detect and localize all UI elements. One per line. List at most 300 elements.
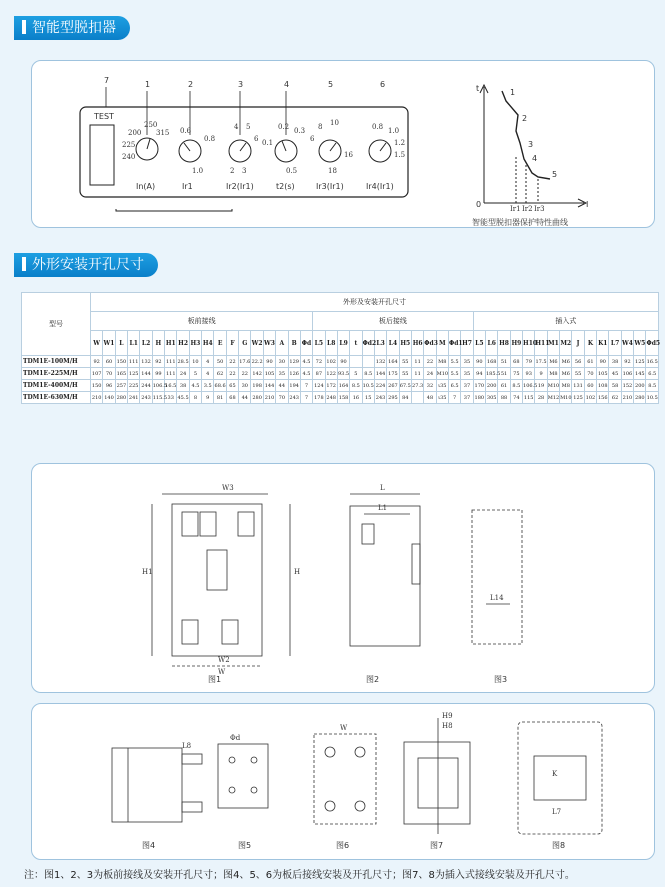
dial3-caption: Ir2(Ir1) xyxy=(226,182,254,191)
table-row xyxy=(22,368,659,380)
table-cell: 11 xyxy=(411,356,423,368)
column-header: H1 xyxy=(165,331,177,356)
table-cell: 132 xyxy=(374,356,386,368)
dial3-scale-a: 4 xyxy=(234,123,239,131)
fig8-caption: 图8 xyxy=(552,841,566,850)
table-cell: 28 xyxy=(535,392,547,404)
table-cell: 6.5 xyxy=(646,368,659,380)
dial2-scale-a: 0.6 xyxy=(180,127,192,135)
column-header: W1 xyxy=(103,331,115,356)
table-cell xyxy=(411,392,423,404)
column-header: K xyxy=(584,331,596,356)
table-cell: 295 xyxy=(387,392,399,404)
table-cell: 126 xyxy=(288,368,300,380)
curve-x-axis: I xyxy=(586,200,589,209)
section-title-trip-unit: 智能型脱扣器 xyxy=(14,16,130,40)
table-cell: 55 xyxy=(572,368,584,380)
fig2-dim-l1: L1 xyxy=(378,504,388,512)
table-cell: 106 xyxy=(621,368,633,380)
table-row xyxy=(22,380,659,392)
fig3-dim: L14 xyxy=(490,594,504,602)
table-cell: 168 xyxy=(486,356,498,368)
table-cell: M6 xyxy=(560,356,572,368)
dial1-scale-e: 225 xyxy=(122,141,136,149)
table-cell: 38 xyxy=(609,356,621,368)
table-cell: 27.3 xyxy=(411,380,423,392)
dial6-scale-a: 0.8 xyxy=(372,123,384,131)
column-header: M xyxy=(436,331,448,356)
table-cell: 129 xyxy=(288,356,300,368)
table-cell: 10.5 xyxy=(646,392,659,404)
table-cell: 243 xyxy=(288,392,300,404)
column-header: H8 xyxy=(498,331,510,356)
table-cell: 144 xyxy=(374,368,386,380)
fig2-dim-l: L xyxy=(380,484,385,492)
table-cell: 90 xyxy=(263,356,275,368)
table-cell: 107 xyxy=(91,368,103,380)
curve-tick-1: Ir1 xyxy=(510,205,521,213)
dial6-caption: Ir4(Ir1) xyxy=(366,182,394,191)
table-cell: 241 xyxy=(128,392,140,404)
table-cell: 150 xyxy=(91,380,103,392)
fig1-dim-w2: W2 xyxy=(218,656,230,664)
table-cell: 45 xyxy=(609,368,621,380)
table-cell: 58 xyxy=(609,380,621,392)
table-cell: 70 xyxy=(276,392,288,404)
curve-tick-2: Ir2 xyxy=(522,205,533,213)
column-header: H4 xyxy=(202,331,214,356)
table-cell: 37 xyxy=(461,380,473,392)
table-cell: 65 xyxy=(226,380,238,392)
figures-bottom-drawing xyxy=(32,704,654,859)
curve-point-4: 4 xyxy=(532,154,538,163)
table-cell: 28.5 xyxy=(177,356,189,368)
table-cell: 131 xyxy=(572,380,584,392)
table-cell: 8.5 xyxy=(646,380,659,392)
table-cell: 72 xyxy=(313,356,325,368)
column-header: Φd xyxy=(300,331,312,356)
table-cell: 50 xyxy=(214,356,226,368)
table-cell: 15 xyxy=(362,392,374,404)
fig5-dim: Φd xyxy=(230,734,241,742)
table-cell: 105 xyxy=(263,368,275,380)
table-cell: 92 xyxy=(621,356,633,368)
table-cell: 56 xyxy=(572,356,584,368)
callout-3: 3 xyxy=(238,80,244,89)
dial6-scale-c: 1.2 xyxy=(394,139,406,147)
dial1-scale-b: 315 xyxy=(156,129,170,137)
model-cell: TDM1E-100M/H xyxy=(22,356,91,368)
figures-top-panel xyxy=(31,463,655,693)
table-cell: 7 xyxy=(300,380,312,392)
table-cell: 75 xyxy=(510,368,522,380)
column-header: t xyxy=(350,331,362,356)
table-cell: 5.5 xyxy=(448,356,460,368)
table-cell: 122 xyxy=(325,368,337,380)
column-header: Φd5 xyxy=(646,331,659,356)
table-cell: 92 xyxy=(91,356,103,368)
table-cell: 99 xyxy=(152,368,164,380)
dial5-scale-a: 8 xyxy=(318,123,323,131)
table-cell: 5.5 xyxy=(448,368,460,380)
table-cell: 125 xyxy=(128,368,140,380)
table-cell: 185.5 xyxy=(486,368,498,380)
table-cell: 24 xyxy=(424,368,436,380)
table-cell: 156 xyxy=(597,392,609,404)
table-cell: 180 xyxy=(473,392,485,404)
table-cell: 152 xyxy=(621,380,633,392)
callout-5: 5 xyxy=(328,80,334,89)
table-cell: 22 xyxy=(226,356,238,368)
footnote: 注：图1、2、3为板前接线及安装开孔尺寸；图4、5、6为板后接线安装及开孔尺寸；图7、8为插入式接线安装及开孔尺寸。 xyxy=(24,870,575,881)
table-cell: 87 xyxy=(313,368,325,380)
fig1-caption: 图1 xyxy=(208,675,222,684)
dial5-scale-e: 18 xyxy=(328,167,337,175)
column-header: F xyxy=(226,331,238,356)
table-cell xyxy=(350,356,362,368)
fig1-dim-h: H xyxy=(294,568,301,576)
column-header: W xyxy=(91,331,103,356)
trip-unit-panel xyxy=(31,60,655,228)
table-cell: 45.5 xyxy=(177,392,189,404)
table-cell: 5 xyxy=(350,368,362,380)
table-cell: M10 xyxy=(560,392,572,404)
dial4-scale-a: 0.2 xyxy=(278,123,290,131)
table-cell: 35 xyxy=(461,356,473,368)
table-cell: 67.5 xyxy=(399,380,411,392)
table-cell: 224 xyxy=(374,380,386,392)
test-button xyxy=(90,125,114,185)
table-cell: 132 xyxy=(140,356,152,368)
table-cell: 33 xyxy=(165,392,177,404)
table-cell: 68.6 xyxy=(214,380,226,392)
table-cell: 51 xyxy=(498,368,510,380)
table-cell: 74 xyxy=(510,392,522,404)
column-header: Φd1 xyxy=(448,331,460,356)
table-cell: 280 xyxy=(634,392,646,404)
column-header: W2 xyxy=(251,331,263,356)
fig7-dim-h9: H9 xyxy=(442,712,453,720)
table-cell: 8.5 xyxy=(350,380,362,392)
table-cell: 3.5 xyxy=(202,380,214,392)
table-cell: 200 xyxy=(634,380,646,392)
model-cell: TDM1E-225M/H xyxy=(22,368,91,380)
table-cell: 35 xyxy=(276,368,288,380)
table-cell: 30 xyxy=(276,356,288,368)
table-cell: 55 xyxy=(399,356,411,368)
table-cell: 61 xyxy=(584,356,596,368)
dial6-scale-d: 1.5 xyxy=(394,151,406,159)
column-header: W3 xyxy=(263,331,275,356)
table-cell: 48 xyxy=(424,392,436,404)
table-cell: 5 xyxy=(189,368,201,380)
table-cell: 198 xyxy=(251,380,263,392)
table-cell: 115 xyxy=(523,392,535,404)
table-cell: 94 xyxy=(473,368,485,380)
table-cell: M6 xyxy=(560,368,572,380)
table-cell: 79 xyxy=(523,356,535,368)
table-cell: 280 xyxy=(251,392,263,404)
fig7-dim-h8: H8 xyxy=(442,722,453,730)
dial3-scale-c: 6 xyxy=(254,135,259,143)
column-header: L1 xyxy=(128,331,140,356)
curve-tick-3: Ir3 xyxy=(534,205,545,213)
curve-y-axis: t xyxy=(476,84,480,93)
table-cell: 158 xyxy=(337,392,349,404)
section-title-dimensions: 外形安装开孔尺寸 xyxy=(14,253,158,277)
table-cell: 257 xyxy=(115,380,127,392)
column-header: H7 xyxy=(461,331,473,356)
dial4-scale-c: 0.1 xyxy=(262,139,274,147)
table-cell: 248 xyxy=(325,392,337,404)
column-header: H xyxy=(152,331,164,356)
table-cell: 51 xyxy=(498,356,510,368)
column-header: K1 xyxy=(597,331,609,356)
curve-origin: 0 xyxy=(476,200,482,209)
table-cell: 164 xyxy=(337,380,349,392)
table-cell: 106.5 xyxy=(523,380,535,392)
column-header: A xyxy=(276,331,288,356)
table-cell: 17.6 xyxy=(239,356,251,368)
column-header: Φd2 xyxy=(362,331,374,356)
column-header: H2 xyxy=(177,331,189,356)
table-cell: 8 xyxy=(189,392,201,404)
table-cell xyxy=(362,356,374,368)
column-header: H6 xyxy=(411,331,423,356)
column-header: L4 xyxy=(387,331,399,356)
column-header: L9 xyxy=(337,331,349,356)
rear-wiring-header: 板后接线 xyxy=(313,312,473,331)
column-header: L8 xyxy=(325,331,337,356)
dial3-scale-b: 5 xyxy=(246,123,251,131)
table-cell: 35 xyxy=(461,368,473,380)
table-cell: M6 xyxy=(547,356,559,368)
table-cell: 16.5 xyxy=(165,380,177,392)
table-cell: 38 xyxy=(177,380,189,392)
table-cell: 93.5 xyxy=(337,368,349,380)
table-cell: 142 xyxy=(251,368,263,380)
column-header: L5 xyxy=(473,331,485,356)
column-header: L5 xyxy=(313,331,325,356)
table-cell: 244 xyxy=(140,380,152,392)
curve-caption: 智能型脱扣器保护特性曲线 xyxy=(472,218,568,227)
dial1-caption: In(A) xyxy=(136,182,156,191)
table-cell: 8.5 xyxy=(362,368,374,380)
table-cell: 124 xyxy=(313,380,325,392)
table-cell: ι35 xyxy=(436,392,448,404)
test-label: TEST xyxy=(94,112,114,121)
table-row xyxy=(22,392,659,404)
dial3-scale-e: 3 xyxy=(242,167,247,175)
column-header: L xyxy=(115,331,127,356)
plug-in-header: 插入式 xyxy=(473,312,658,331)
fig1-dim-w3: W3 xyxy=(222,484,234,492)
dial2-scale-c: 1.0 xyxy=(192,167,204,175)
table-cell: 144 xyxy=(140,368,152,380)
column-header: Φd3 xyxy=(424,331,436,356)
table-cell: 62 xyxy=(609,392,621,404)
dial2-caption: Ir1 xyxy=(182,182,193,191)
table-cell: 200 xyxy=(486,380,498,392)
table-cell: 175 xyxy=(387,368,399,380)
table-cell: 16 xyxy=(350,392,362,404)
column-header: G xyxy=(239,331,251,356)
column-header: M1 xyxy=(547,331,559,356)
callout-4: 4 xyxy=(284,80,290,89)
table-cell: 90 xyxy=(473,356,485,368)
table-cell: 68 xyxy=(226,392,238,404)
dial5-scale-d: 16 xyxy=(344,151,353,159)
callout-6: 6 xyxy=(380,80,386,89)
table-cell: 4 xyxy=(202,368,214,380)
table-cell: 9 xyxy=(202,392,214,404)
fig5-caption: 图5 xyxy=(238,841,252,850)
column-header: M2 xyxy=(560,331,572,356)
table-cell: 111 xyxy=(165,368,177,380)
fig7-caption: 图7 xyxy=(430,841,444,850)
table-cell: 70 xyxy=(103,368,115,380)
table-cell: 6.5 xyxy=(448,380,460,392)
table-cell: 4.5 xyxy=(300,356,312,368)
table-cell: 19 xyxy=(535,380,547,392)
table-cell: 92 xyxy=(152,356,164,368)
column-header: W4 xyxy=(621,331,633,356)
table-cell: 90 xyxy=(597,356,609,368)
figures-top-drawing xyxy=(32,464,654,692)
fig4-dim: L8 xyxy=(182,742,192,750)
table-cell: 125 xyxy=(634,356,646,368)
model-cell: TDM1E-400M/H xyxy=(22,380,91,392)
column-header: B xyxy=(288,331,300,356)
table-cell: 4 xyxy=(202,356,214,368)
table-cell: 10.5 xyxy=(362,380,374,392)
table-cell: 210 xyxy=(91,392,103,404)
table-cell: 108 xyxy=(597,380,609,392)
table-cell: 16.5 xyxy=(646,356,659,368)
fig3-caption: 图3 xyxy=(494,675,508,684)
table-cell: 106.5 xyxy=(152,380,164,392)
table-cell: 30 xyxy=(239,380,251,392)
front-wiring-header: 板前接线 xyxy=(91,312,313,331)
table-cell: 93 xyxy=(523,368,535,380)
table-cell: 88 xyxy=(498,392,510,404)
column-header: H9 xyxy=(510,331,522,356)
table-cell: 32 xyxy=(424,380,436,392)
dial5-scale-c: 6 xyxy=(310,135,315,143)
table-cell: 55 xyxy=(399,368,411,380)
column-header: L6 xyxy=(486,331,498,356)
table-cell: 24 xyxy=(177,368,189,380)
trip-unit-diagram xyxy=(32,61,654,227)
table-cell: M10 xyxy=(547,380,559,392)
table-cell: 111 xyxy=(165,356,177,368)
dial6-scale-b: 1.0 xyxy=(388,127,400,135)
table-cell: 22 xyxy=(239,368,251,380)
dial1-scale-c: 200 xyxy=(128,129,142,137)
table-cell: 96 xyxy=(103,380,115,392)
curve-point-1: 1 xyxy=(510,88,516,97)
table-cell: 8.5 xyxy=(510,380,522,392)
table-cell: 22 xyxy=(424,356,436,368)
table-cell: 172 xyxy=(325,380,337,392)
table-cell: 210 xyxy=(263,392,275,404)
table-cell: 194 xyxy=(288,380,300,392)
table-cell: 10 xyxy=(189,356,201,368)
table-cell: M8 xyxy=(547,368,559,380)
table-cell: M8 xyxy=(436,356,448,368)
fig1-dim-h1: H1 xyxy=(142,568,153,576)
table-cell: 164 xyxy=(387,356,399,368)
table-cell: 7 xyxy=(300,392,312,404)
table-cell: 243 xyxy=(374,392,386,404)
dial1-scale-a: 250 xyxy=(144,121,158,129)
table-cell: 267 xyxy=(387,380,399,392)
callout-7: 7 xyxy=(104,76,110,85)
table-cell: 150 xyxy=(115,356,127,368)
table-cell: 37 xyxy=(461,392,473,404)
table-cell: 111 xyxy=(128,356,140,368)
table-cell: 102 xyxy=(325,356,337,368)
dial4-caption: t2(s) xyxy=(276,182,295,191)
dial5-scale-b: 10 xyxy=(330,119,339,127)
fig8-dim-k: K xyxy=(552,770,558,778)
column-header: L3 xyxy=(374,331,386,356)
table-cell: 115.5 xyxy=(152,392,164,404)
curve-point-2: 2 xyxy=(522,114,528,123)
table-cell: 68 xyxy=(510,356,522,368)
figures-bottom-panel xyxy=(31,703,655,860)
table-cell: 165 xyxy=(115,368,127,380)
table-cell: 44 xyxy=(276,380,288,392)
fig4-caption: 图4 xyxy=(142,841,156,850)
fig6-caption: 图6 xyxy=(336,841,350,850)
group-header: 外形及安装开孔尺寸 xyxy=(91,293,659,312)
dial2-scale-b: 0.8 xyxy=(204,135,216,143)
dial5-caption: Ir3(Ir1) xyxy=(316,182,344,191)
column-header: H3 xyxy=(189,331,201,356)
column-header: L7 xyxy=(609,331,621,356)
dial4-scale-b: 0.3 xyxy=(294,127,306,135)
dial4-scale-d: 0.5 xyxy=(286,167,298,175)
column-header: E xyxy=(214,331,226,356)
table-cell: 125 xyxy=(572,392,584,404)
column-header: J xyxy=(572,331,584,356)
curve-point-3: 3 xyxy=(528,140,534,149)
table-cell: 170 xyxy=(473,380,485,392)
table-cell: 178 xyxy=(313,392,325,404)
table-cell: 4.5 xyxy=(189,380,201,392)
table-cell: 22.2 xyxy=(251,356,263,368)
table-cell: 84 xyxy=(399,392,411,404)
table-cell: 70 xyxy=(584,368,596,380)
column-header: H11 xyxy=(535,331,547,356)
table-cell: 22 xyxy=(226,368,238,380)
curve-point-5: 5 xyxy=(552,170,558,179)
fig1-dim-w: W xyxy=(218,668,226,676)
table-cell: M8 xyxy=(560,380,572,392)
fig8-dim-l7: L7 xyxy=(552,808,562,816)
table-cell: 243 xyxy=(140,392,152,404)
table-row xyxy=(22,356,659,368)
dial1-scale-d: 240 xyxy=(122,153,136,161)
model-cell: TDM1E-630M/H xyxy=(22,392,91,404)
table-cell: 60 xyxy=(584,380,596,392)
dimension-table xyxy=(21,292,659,404)
table-cell: 62 xyxy=(214,368,226,380)
table-cell: 144 xyxy=(263,380,275,392)
table-cell: 102 xyxy=(584,392,596,404)
dial3-scale-d: 2 xyxy=(230,167,235,175)
